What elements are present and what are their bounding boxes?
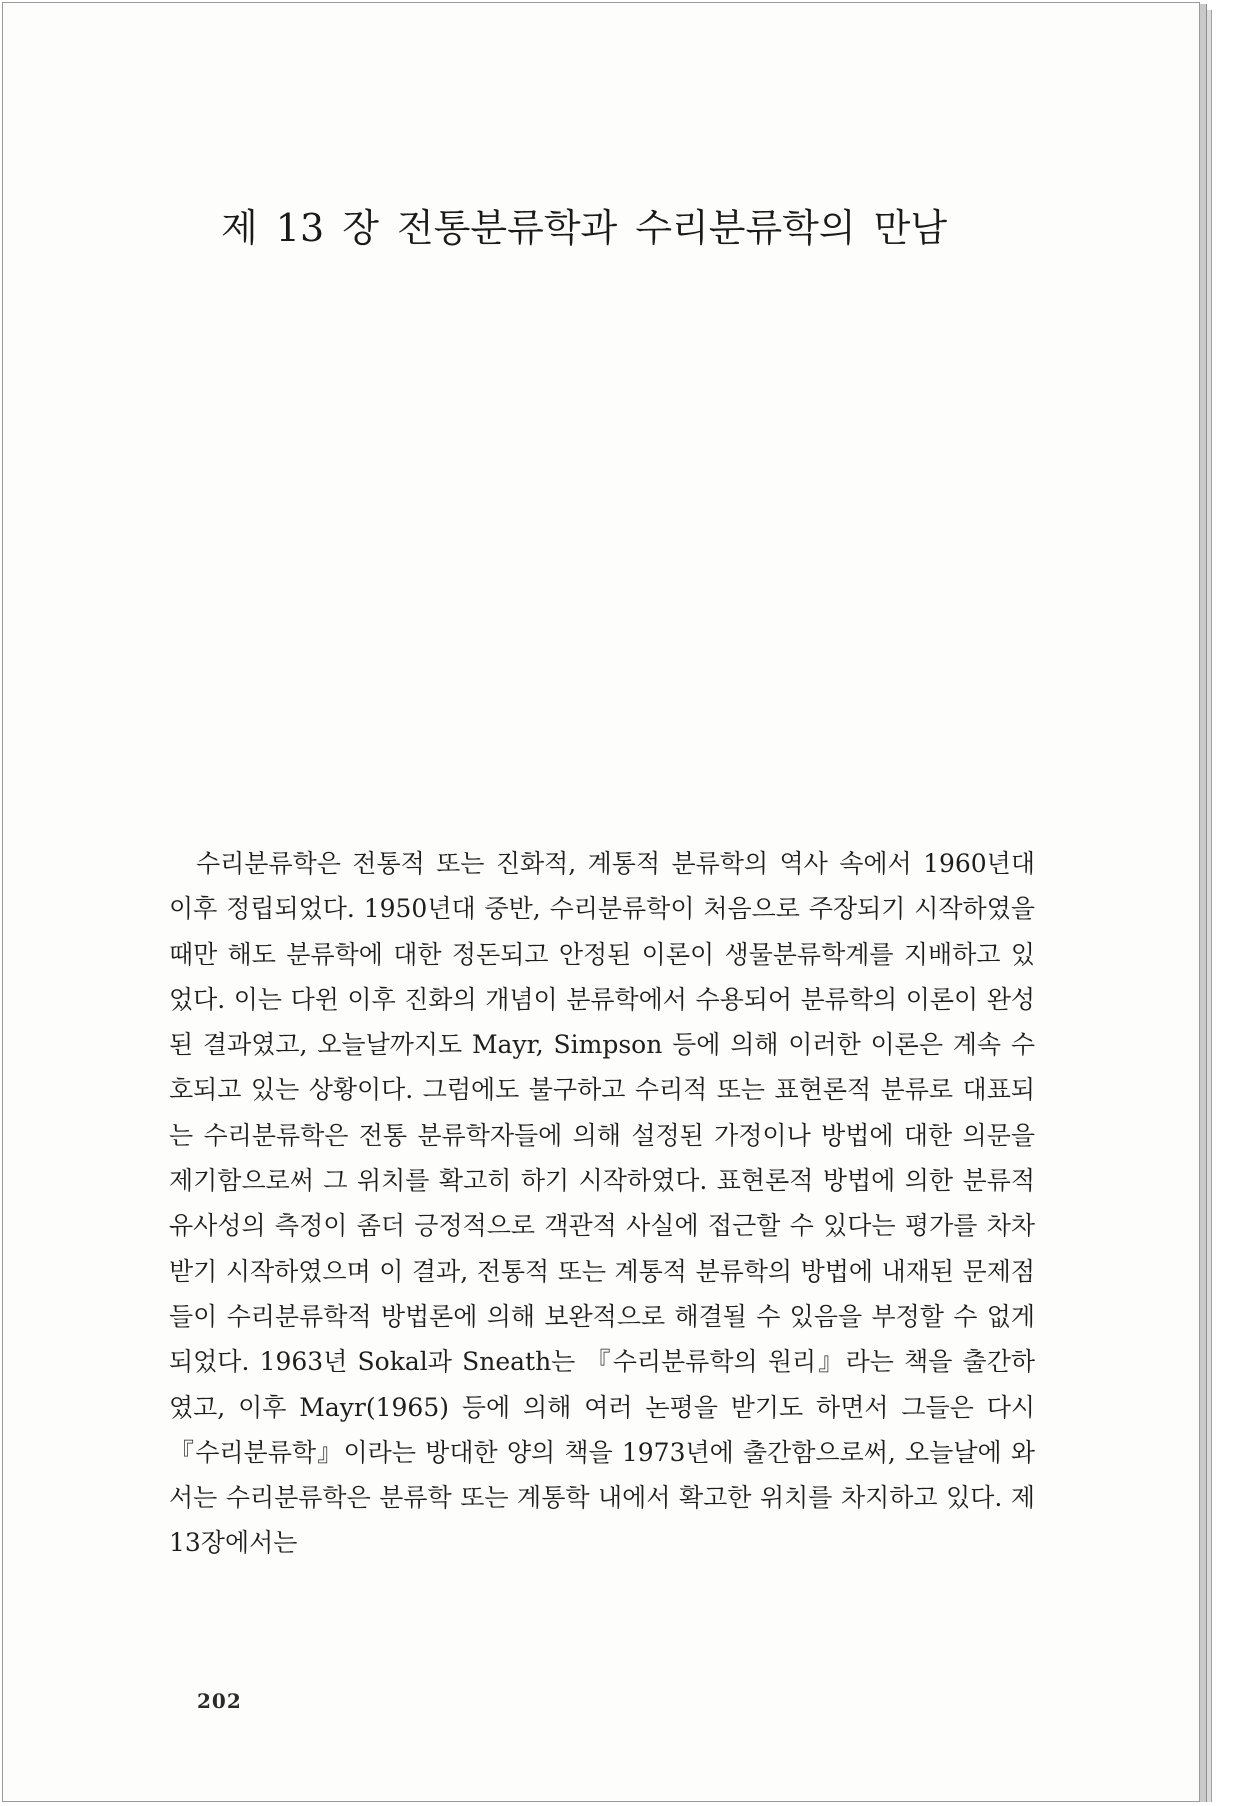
book-page — [2, 2, 1200, 1802]
chapter-title: 제 13 장 전통분류학과 수리분류학의 만남 — [221, 206, 948, 250]
body-paragraph: 수리분류학은 전통적 또는 진화적, 계통적 분류학의 역사 속에서 1960년대 이후 정립되었다. 1950년대 중반, 수리분류학이 처음으로 주장되기 시작하였을 때만 해도 분류학에 대한 정돈되고 안정된 이론이 생물분류학계를 지배하고 있었다. 이는 다윈 이후 진화의 개념이 분류학에서 수용되어 분류학의 이론이 완성된 결과였고, 오늘날까지도 Mayr, Simpson 등에 의해 이러한 이론은 계속 수호되고 있는 상황이다. 그럼에도 불구하고 수리적 또는 표현론적 분류로 대표되는 수리분류학은 전통 분류학자들에 의해 설정된 가정이나 방법에 대한 의문을 제기함으로써 그 위치를 확고히 하기 시작하였다. 표현론적 방법에 의한 분류적 유사성의 측정이 좀더 긍정적으로 객관적 사실에 접근할 수 있다는 평가를 차차 받기 시작하였으며 이 결과, 전통적 또는 계통적 분류학의 방법에 내재된 문제점들이 수리분류학적 방법론에 의해 보완적으로 해결될 수 있음을 부정할 수 없게 되었다. 1963년 Sokal과 Sneath는 『수리분류학의 원리』라는 책을 출간하였고, 이후 Mayr(1965) 등에 의해 여러 논평을 받기도 하면서 그들은 다시 『수리분류학』이라는 방대한 양의 책을 1973년에 출간함으로써, 오늘날에 와서는 수리분류학은 분류학 또는 계통학 내에서 확고한 위치를 차지하고 있다. 제 13장에서는 — [169, 849, 1035, 1558]
page-number: 202 — [197, 1689, 242, 1713]
page-stack-edge — [1200, 4, 1207, 1802]
page-stack-edge — [1207, 10, 1212, 1802]
